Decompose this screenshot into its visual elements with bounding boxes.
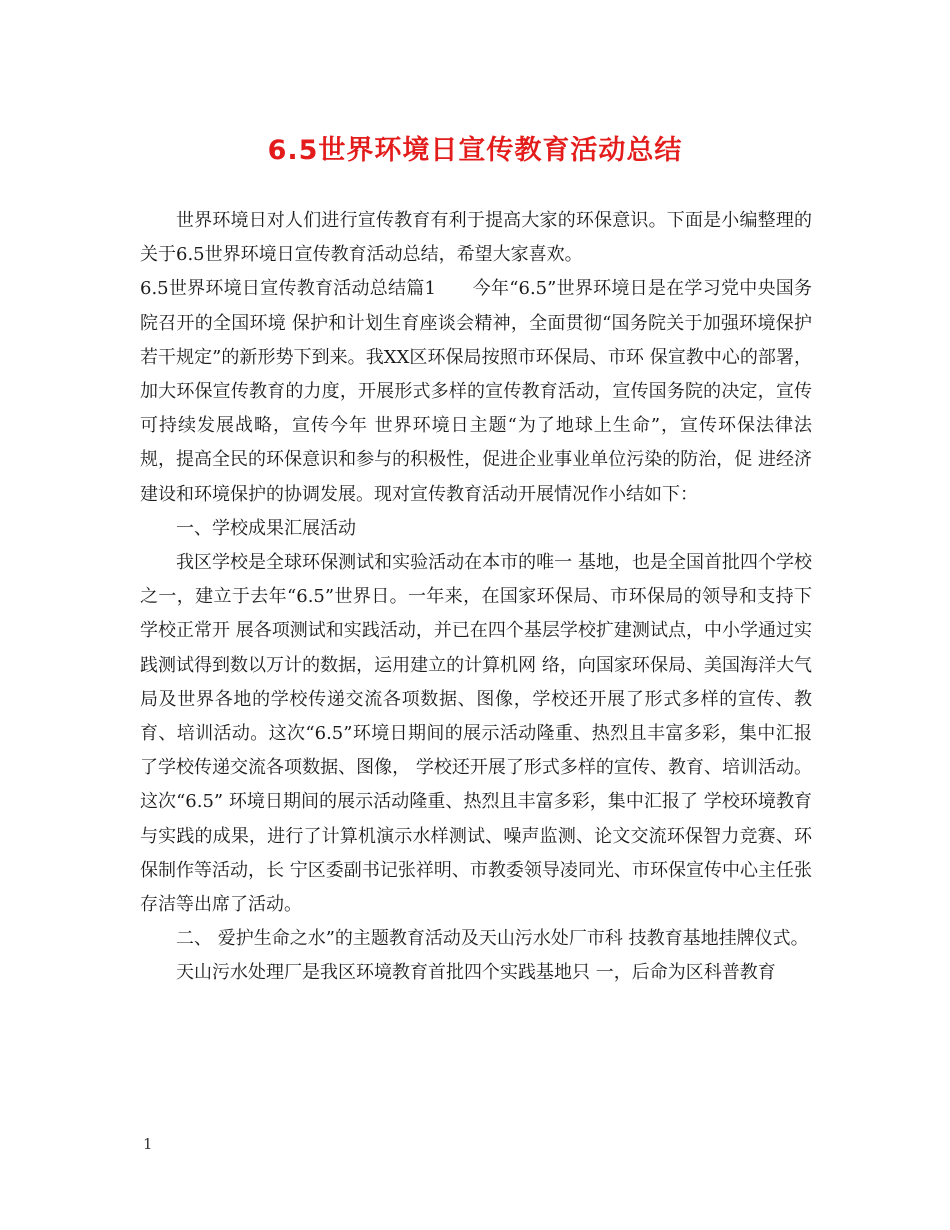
summary-paragraph: 6.5世界环境日宣传教育活动总结篇1 今年“6.5”世界环境日是在学习党中央国务院召开的全国环境 保护和计划生育座谈会精神，全面贯彻“国务院关于加强环境保护若干规定”的新形势下到来。我XX区环保局按照市环保局、市环 保宣教中心的部署，加大环保宣传教育的力度，开展形式多样的宣传教育活动，宣传国务院的决定，宣传可持续发展战略，宣传今年 世界环境日主题“为了地球上生命”，宣传环保法律法规，提高全民的环保意识和参与的积极性，促进企业事业单位污染的防治，促 进经济建设和环境保护的协调发展。现对宣传教育活动开展情况作小结如下： — [140, 278, 812, 505]
section-paragraph-2: 天山污水处理厂是我区环境教育首批四个实践基地只 一，后命为区科普教育 — [176, 962, 776, 984]
page-number: 1 — [143, 1135, 153, 1153]
section-paragraph-1: 我区学校是全球环保测试和实验活动在本市的唯一 基地，也是全国首批四个学校之一，建立于去年“6.5”世界日。一年来，在国家环保局、市环保局的领导和支持下学校正常开 展各项测试和实践活动，并已在四个基层学校扩建测试点，中小学通过实践测试得到数以万计的数据，运用建立的计算机网 络，向国家环保局、美国海洋大气局及世界各地的学校传递交流各项数据、图像，学校还开展了形式多样的宣传、教 育、培训活动。这次“6.5”环境日期间的展示活动隆重、热烈且丰富多彩，集中汇报了学校传递交流各项数据、图像， 学校还开展了形式多样的宣传、教育、培训活动。这次“6.5” 环境日期间的展示活动隆重、热烈且丰富多彩，集中汇报了 学校环境教育与实践的成果，进行了计算机演示水样测试、噪声监测、论文交流环保智力竞赛、环保制作等活动，长 宁区委副书记张祥明、市教委领导凌同光、市环保宣传中心主任张存洁等出席了活动。 — [140, 552, 812, 916]
section-heading-2: 二、 爱护生命之水”的主题教育活动及天山污水处厂市科 技教育基地挂牌仪式。 — [176, 928, 809, 950]
intro-paragraph: 世界环境日对人们进行宣传教育有利于提高大家的环保意识。下面是小编整理的关于6.5世界环境日宣传教育活动总结，希望大家喜欢。 — [140, 210, 812, 266]
document-body — [140, 204, 812, 991]
section-heading-1: 一、学校成果汇展活动 — [176, 517, 356, 539]
document-title: 6.5世界环境日宣传教育活动总结 — [267, 135, 683, 166]
